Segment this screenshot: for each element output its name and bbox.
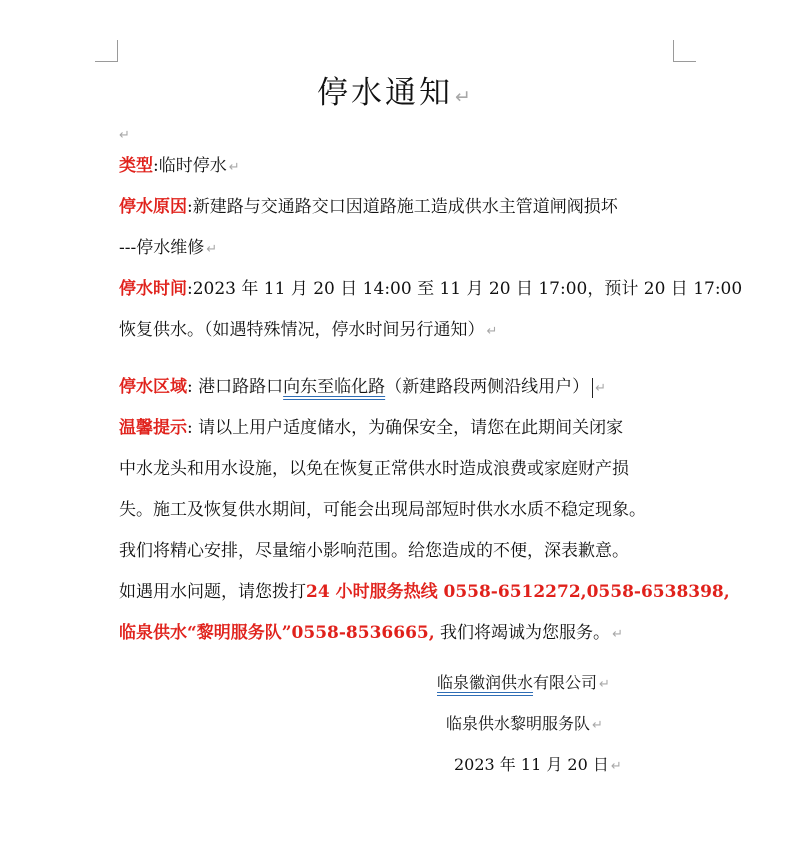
notice-title bbox=[0, 73, 791, 117]
page-corner-top-left bbox=[95, 40, 118, 62]
paragraph-mark-icon: ↵ bbox=[612, 627, 623, 642]
page-corner-top-right bbox=[673, 40, 696, 62]
tips-text: 我们将精心安排，尽量缩小影响范围。给您造成的不便，深表歉意。 bbox=[119, 541, 629, 561]
reason-line-1 bbox=[119, 187, 679, 228]
time-value-cont: 恢复供水。（如遇特殊情况，停水时间另行通知） bbox=[119, 320, 485, 340]
paragraph-gap bbox=[119, 351, 679, 367]
tips-line-5 bbox=[119, 572, 730, 613]
paragraph-mark-icon: ↵ bbox=[595, 381, 607, 396]
time-value: 2023 年 11 月 20 日 14:00 至 11 月 20 日 17:00，预计 20 日 17:00 bbox=[192, 279, 743, 299]
paragraph-mark-icon: ↵ bbox=[228, 160, 240, 175]
tips-text: 请以上用户适度储水，为确保安全，请您在此期间关闭家 bbox=[192, 418, 624, 438]
reason-line-2 bbox=[119, 228, 679, 269]
company-suffix: 有限公司 bbox=[533, 673, 598, 692]
notice-date: 2023 年 11 月 20 日 bbox=[454, 755, 609, 774]
tips-line-2 bbox=[119, 449, 679, 490]
tips-line-6 bbox=[119, 613, 679, 654]
separator: : bbox=[187, 279, 193, 299]
type-value: 临时停水 bbox=[158, 156, 227, 176]
paragraph-mark-icon: ↵ bbox=[610, 759, 622, 774]
paragraph-mark-icon: ↵ bbox=[486, 324, 498, 339]
company-name: 临泉徽润供水 bbox=[437, 673, 534, 692]
area-label: 停水区域 bbox=[119, 377, 187, 397]
paragraph-mark-icon: ↵ bbox=[592, 718, 603, 733]
separator: : bbox=[187, 377, 193, 397]
paragraph-mark-icon: ↵ bbox=[455, 86, 474, 108]
type-label: 类型 bbox=[119, 156, 153, 176]
tips-text: 如遇用水问题，请您拨打 bbox=[119, 582, 306, 602]
signature-team bbox=[446, 703, 603, 746]
hotline-numbers: 24 小时服务热线 0558-6512272,0558-6538398, bbox=[306, 582, 730, 602]
time-line-1 bbox=[119, 269, 743, 310]
reason-label: 停水原因 bbox=[119, 197, 187, 217]
tips-label: 温馨提示 bbox=[119, 418, 187, 438]
separator: : bbox=[187, 418, 193, 438]
text-cursor bbox=[592, 378, 593, 398]
area-route: 向东至临化路 bbox=[283, 377, 386, 397]
service-team-hotline: 临泉供水“黎明服务队”0558-8536665, bbox=[119, 623, 435, 643]
area-line bbox=[119, 367, 679, 408]
paragraph-mark-icon: ↵ bbox=[599, 677, 610, 692]
signature-date bbox=[454, 744, 622, 787]
time-line-2 bbox=[119, 310, 679, 351]
tips-text: 中水龙头和用水设施，以免在恢复正常供水时造成浪费或家庭财产损 bbox=[119, 459, 629, 479]
tips-text: 我们将竭诚为您服务。 bbox=[434, 623, 611, 643]
tips-text: 失。施工及恢复供水期间，可能会出现局部短时供水水质不稳定现象。 bbox=[119, 500, 646, 520]
title-text: 停水通知 bbox=[317, 75, 454, 111]
time-label: 停水时间 bbox=[119, 279, 187, 299]
paragraph-mark-icon: ↵ bbox=[206, 242, 218, 257]
paragraph-mark-icon: ↵ bbox=[119, 128, 130, 143]
area-value: 港口路路口 bbox=[192, 377, 284, 397]
reason-value-cont: ---停水维修 bbox=[119, 238, 205, 258]
reason-value: 新建路与交通路交口因道路施工造成供水主管道闸阀损坏 bbox=[192, 197, 618, 217]
document-body bbox=[119, 146, 743, 654]
area-users: （新建路段两侧沿线用户） bbox=[385, 377, 590, 397]
type-line bbox=[119, 146, 679, 187]
separator: : bbox=[153, 156, 159, 176]
signature-company bbox=[437, 662, 610, 705]
team-name: 临泉供水黎明服务队 bbox=[446, 714, 591, 733]
empty-paragraph bbox=[117, 126, 130, 144]
tips-line-3 bbox=[119, 490, 679, 531]
tips-line-4 bbox=[119, 531, 679, 572]
separator: : bbox=[187, 197, 193, 217]
tips-line-1 bbox=[119, 408, 679, 449]
